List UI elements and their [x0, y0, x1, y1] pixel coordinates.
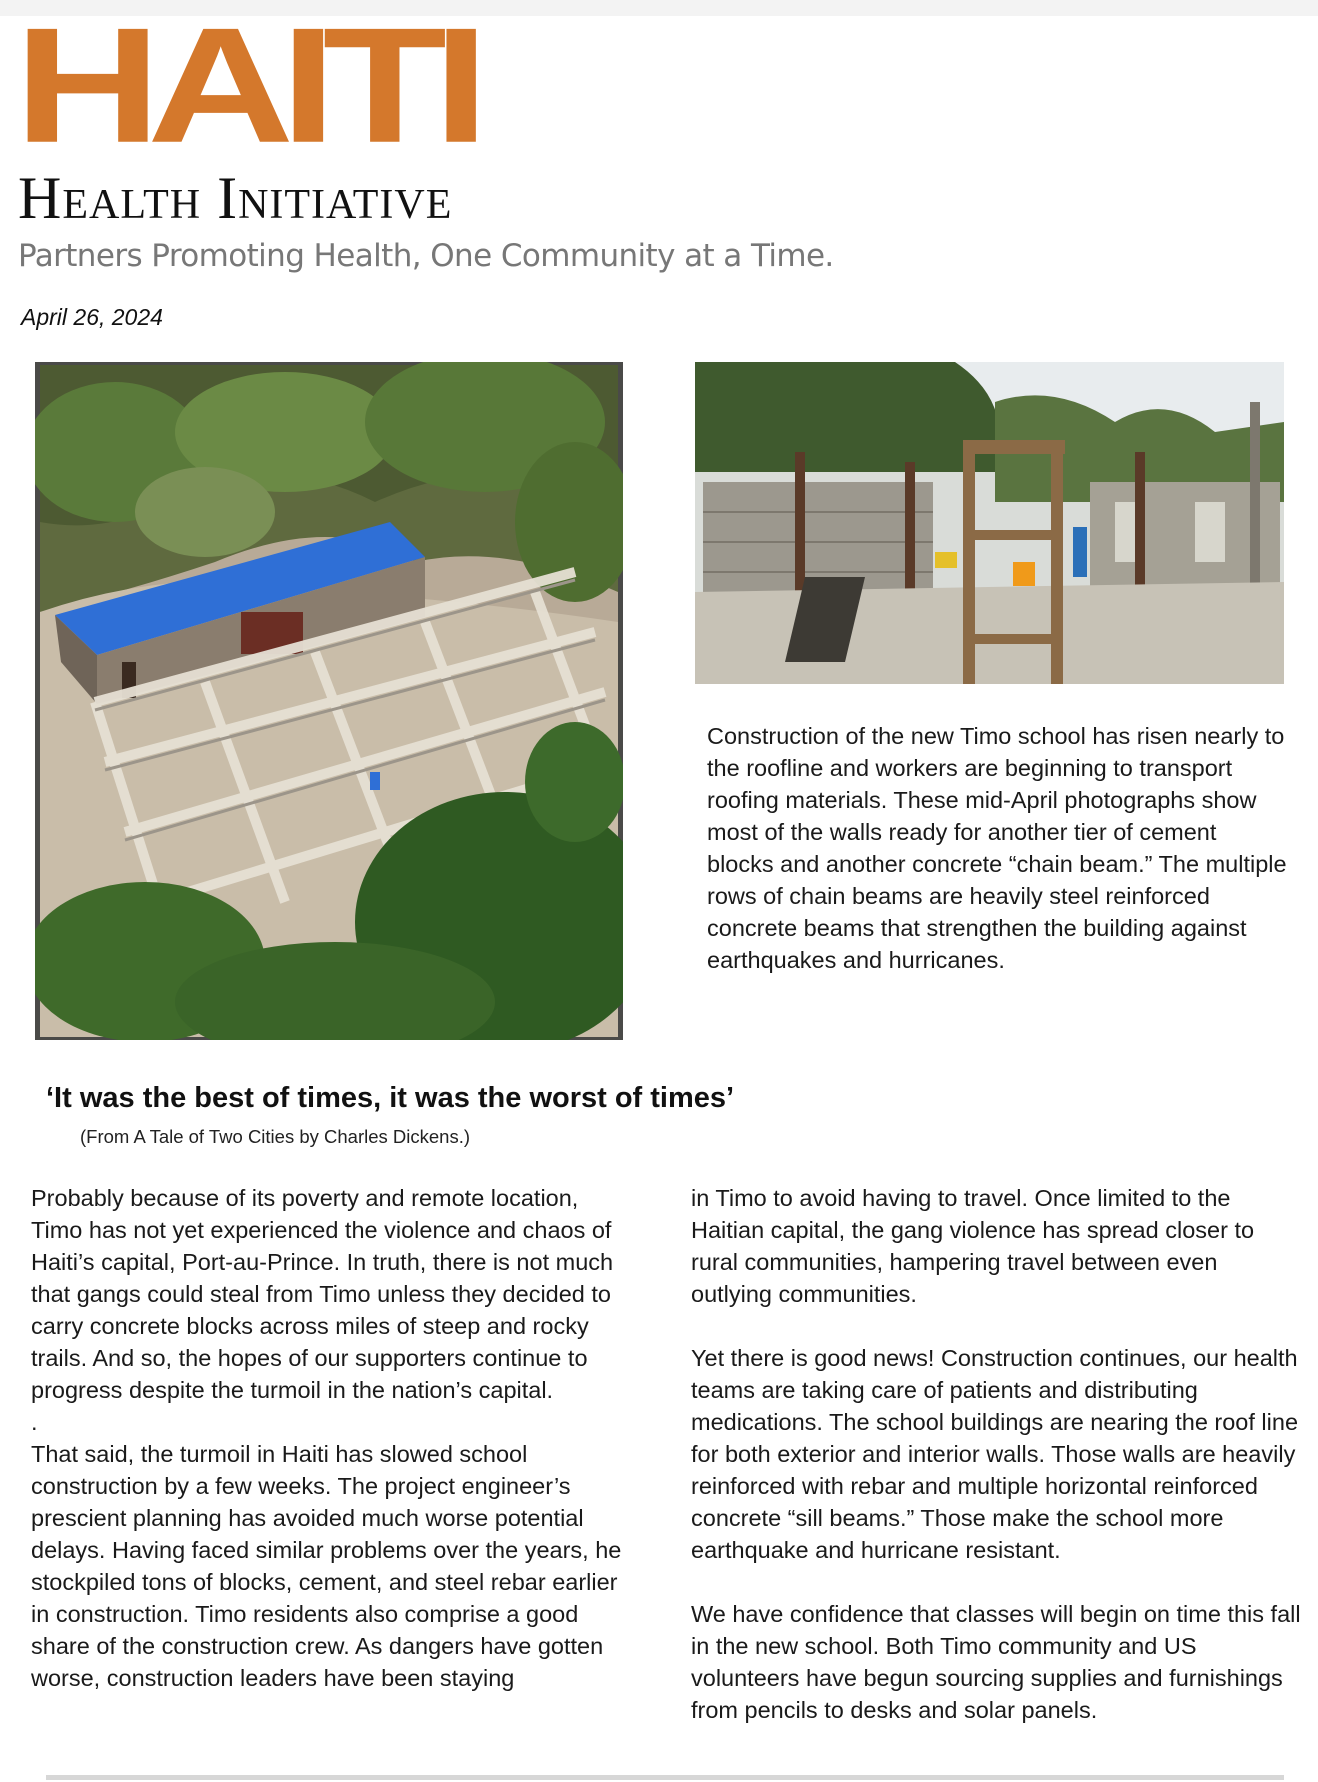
- article-column-left: [31, 1182, 631, 1694]
- logo-haiti-wordmark: HAITI: [14, 0, 476, 178]
- article-headline: ‘It was the best of times, it was the worst of times’: [46, 1082, 735, 1114]
- article-column-right: [691, 1182, 1301, 1726]
- paragraph: That said, the turmoil in Haiti has slowed school construction by a few weeks. The project engineer’s prescient planning has avoided much worse potential delays. Having faced similar problems over the years, he stockpiled tons of blocks, cement, and steel rebar earlier in construction. Timo residents also comprise a good share of the construction crew. As dangers have gotten worse, construction leaders have been staying: [31, 1441, 622, 1691]
- paragraph: We have confidence that classes will begin on time this fall in the new school. Both Timo community and US volunteers have begun sourcing supplies and furnishings from pencils to desks and solar panels.: [691, 1601, 1301, 1723]
- aerial-construction-photo: [35, 362, 623, 1040]
- logo-health-initiative: Health Initiative: [18, 165, 453, 231]
- issue-date: April 26, 2024: [21, 304, 163, 330]
- paragraph-spacer: [691, 1310, 1301, 1342]
- footer-divider: [46, 1775, 1284, 1780]
- ground-construction-photo: [695, 362, 1284, 684]
- paragraph: Yet there is good news! Construction continues, our health teams are taking care of patients and distributing medications. The school buildings are nearing the roof line for both exterior and interior walls. Those walls are heavily reinforced with rebar and multiple horizontal reinforced concrete “sill beams.” Those make the school more earthquake and hurricane resistant.: [691, 1345, 1299, 1563]
- paragraph-separator: .: [31, 1409, 38, 1435]
- paragraph-spacer: [691, 1566, 1301, 1598]
- tagline: Partners Promoting Health, One Community at a Time.: [18, 238, 834, 274]
- photo-caption: Construction of the new Timo school has risen nearly to the roofline and workers are beginning to transport roofing materials. These mid-April photographs show most of the walls ready for another tier of cement blocks and another concrete “chain beam.” The multiple rows of chain beams are heavily steel reinforced concrete beams that strengthen the building against earthquakes and hurricanes.: [707, 723, 1287, 973]
- paragraph: Probably because of its poverty and remote location, Timo has not yet experienced the violence and chaos of Haiti’s capital, Port-au-Prince. In truth, there is not much that gangs could steal from Timo unless they decided to carry concrete blocks across miles of steep and rocky trails. And so, the hopes of our supporters continue to progress despite the turmoil in the nation’s capital.: [31, 1185, 614, 1403]
- paragraph: in Timo to avoid having to travel. Once limited to the Haitian capital, the gang violence has spread closer to rural communities, hampering travel between even outlying communities.: [691, 1185, 1255, 1307]
- headline-attribution: (From A Tale of Two Cities by Charles Dickens.): [80, 1126, 471, 1147]
